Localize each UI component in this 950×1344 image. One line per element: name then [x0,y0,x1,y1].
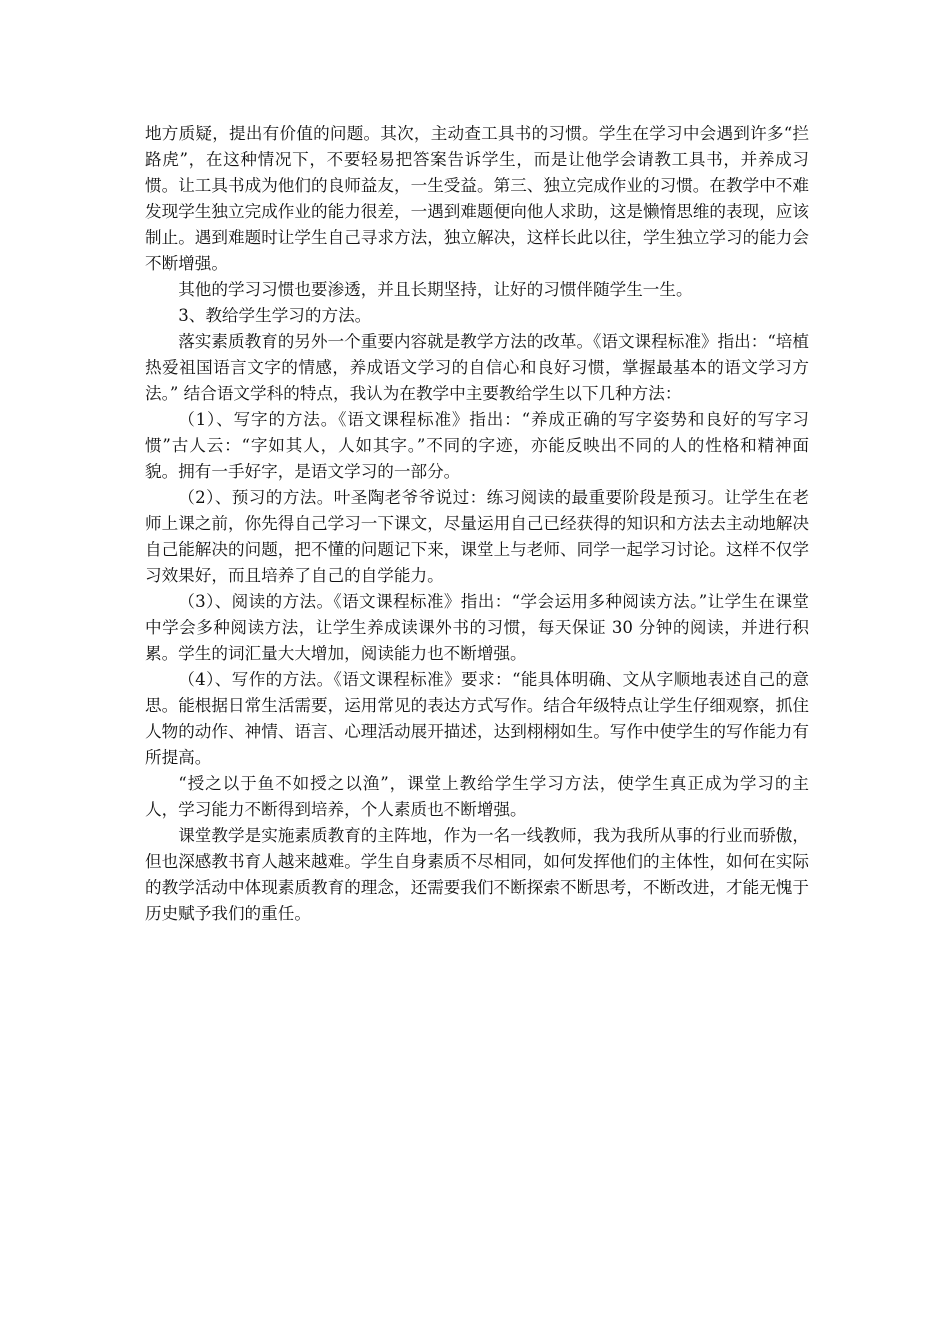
paragraph-preview: （2）、预习的方法。叶圣陶老爷爷说过：练习阅读的最重要阶段是预习。让学生在老师上课之前，你先得自己学习一下课文，尽量运用自己已经获得的知识和方法去主动地解决自己能解决的问题，把不懂的问题记下来，课堂上与老师、同学一起学习讨论。这样不仅学习效果好，而且培养了自己的自学能力。 [145,488,809,585]
paragraph-writing-characters: （1）、写字的方法。《语文课程标准》指出：“养成正确的写字姿势和良好的写字习惯”古人云：“字如其人，人如其字。”不同的字迹，亦能反映出不同的人的性格和精神面貌。拥有一手好字，是语文学习的一部分。 [145,410,809,481]
document-body [145,121,809,927]
paragraph-other-habits: 其他的学习习惯也要渗透，并且长期坚持，让好的习惯伴随学生一生。 [178,280,693,299]
paragraph-teach-to-fish: “授之以于鱼不如授之以渔”，课堂上教给学生学习方法，使学生真正成为学习的主人，学习能力不断得到培养，个人素质也不断增强。 [145,774,809,819]
paragraph-habits-continued: 地方质疑，提出有价值的问题。其次，主动查工具书的习惯。学生在学习中会遇到许多“拦路虎”，在这种情况下，不要轻易把答案告诉学生，而是让他学会请教工具书，并养成习惯。让工具书成为他们的良师益友，一生受益。第三、独立完成作业的习惯。在教学中不难发现学生独立完成作业的能力很差，一遇到难题便向他人求助，这是懒惰思维的表现，应该制止。遇到难题时让学生自己寻求方法，独立解决，这样长此以往，学生独立学习的能力会不断增强。 [145,124,809,273]
paragraph-reading: （3）、阅读的方法。《语文课程标准》指出：“学会运用多种阅读方法。”让学生在课堂中学会多种阅读方法，让学生养成读课外书的习惯，每天保证 30 分钟的阅读，并进行积累。学生的词汇量大大增加，阅读能力也不断增强。 [145,592,809,663]
paragraph-conclusion: 课堂教学是实施素质教育的主阵地，作为一名一线教师，我为我所从事的行业而骄傲，但也深感教书育人越来越难。学生自身素质不尽相同，如何发挥他们的主体性，如何在实际的教学活动中体现素质教育的理念，还需要我们不断探索不断思考，不断改进，才能无愧于历史赋予我们的重任。 [145,826,809,923]
section-heading-methods: 3、教给学生学习的方法。 [178,306,372,325]
paragraph-composition: （4）、写作的方法。《语文课程标准》要求：“能具体明确、文从字顺地表述自己的意思。能根据日常生活需要，运用常见的表达方式写作。结合年级特点让学生仔细观察，抓住人物的动作、神情、语言、心理活动展开描述，达到栩栩如生。写作中使学生的写作能力有所提高。 [145,670,809,767]
paragraph-methods-intro: 落实素质教育的另外一个重要内容就是教学方法的改革。《语文课程标准》指出：“培植热爱祖国语言文字的情感，养成语文学习的自信心和良好习惯，掌握最基本的语文学习方法。” 结合语文学科的特点，我认为在教学中主要教给学生以下几种方法： [145,332,809,403]
